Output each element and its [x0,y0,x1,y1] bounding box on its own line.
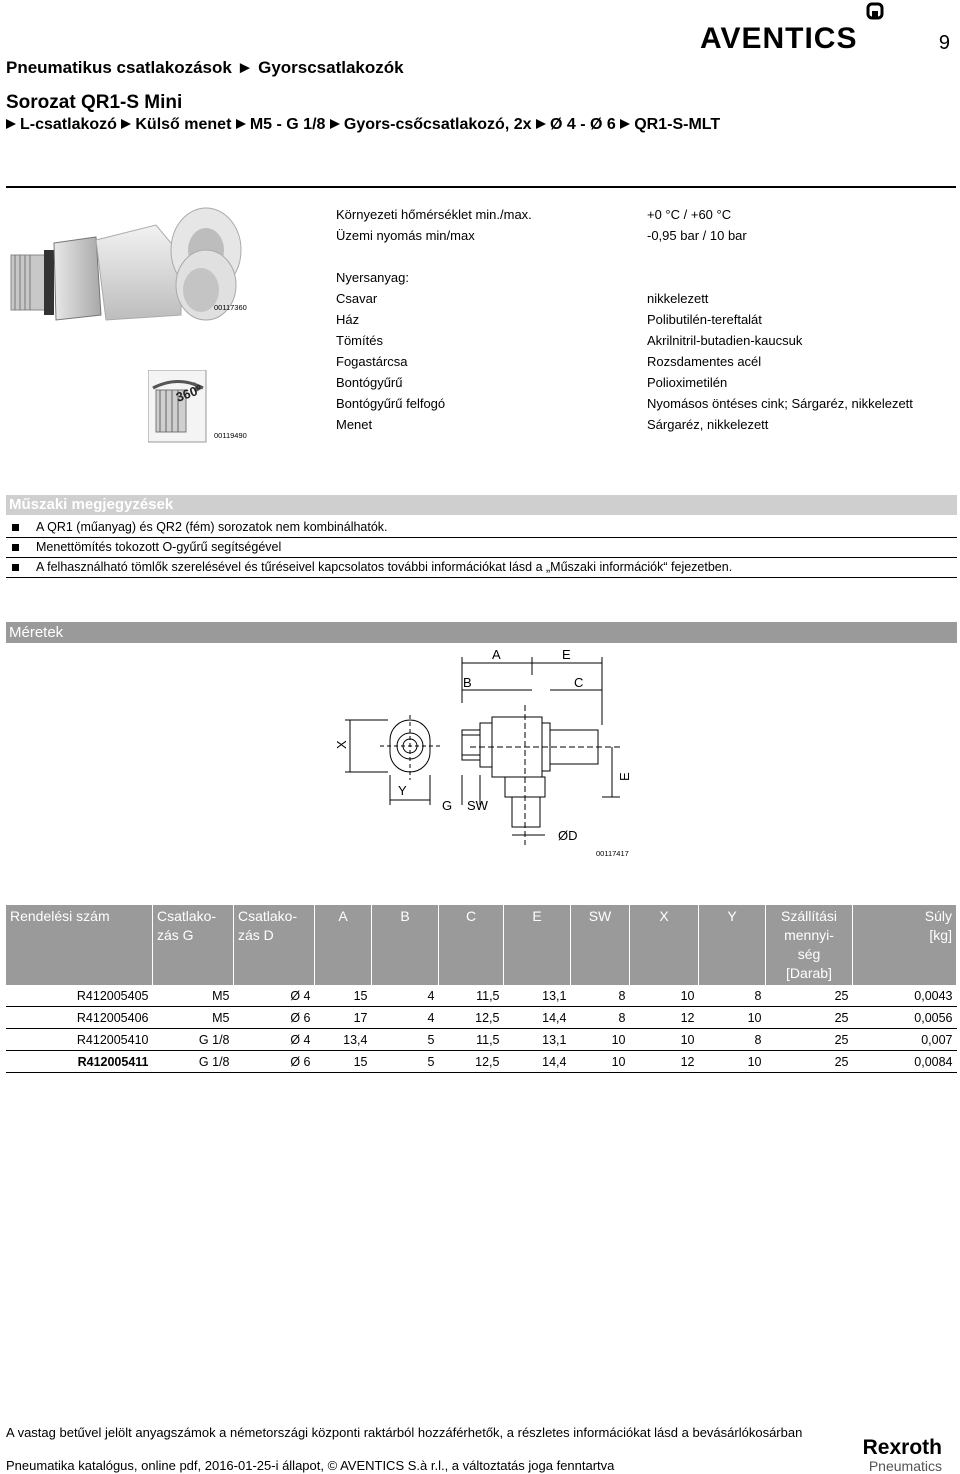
table-cell: M5 [153,985,234,1007]
col-header: Y [699,905,766,985]
spec-label: Környezeti hőmérséklet min./max. [336,207,532,222]
table-cell: 15 [315,1051,372,1073]
col-header: Rendelési szám [6,905,153,985]
table-cell: Ø 4 [234,1029,315,1051]
spec-label: Bontógyűrű felfogó [336,396,446,411]
rotation-photo [148,370,258,450]
table-row [6,985,957,1007]
footer-catalog: Pneumatika katalógus, online pdf, 2016-01-25-i állapot, © AVENTICS S.à r.l., a változtatás joga fenntartva [6,1458,615,1473]
table-cell: Ø 6 [234,1051,315,1073]
spec-label: Bontógyűrű [336,375,403,390]
spec-row [336,393,956,414]
table-cell: 25 [766,1029,853,1051]
bullet-icon [12,524,19,531]
spec-label: Ház [336,312,360,327]
dim-label-c: C [574,675,584,690]
arrow-right-icon [620,119,630,129]
spec-row [336,225,956,246]
table-cell: 10 [630,985,699,1007]
table-cell: 12,5 [439,1007,504,1029]
table-cell: 10 [571,1051,630,1073]
note-text: A QR1 (műanyag) és QR2 (fém) sorozatok nem kombinálhatók. [36,520,388,534]
arrow-right-icon [121,119,131,129]
col-header: E [504,905,571,985]
order-number: R412005405 [6,985,153,1007]
table-cell: 0,0056 [853,1007,957,1029]
spec-row [336,204,956,225]
spec-value: Sárgaréz, nikkelezett [647,417,769,432]
table-cell: 8 [571,1007,630,1029]
col-header: SW [571,905,630,985]
col-header: C [439,905,504,985]
table-cell: 25 [766,1051,853,1073]
path-item: Gyors-csőcsatlakozó, 2x [343,116,532,133]
arrow-right-icon [6,119,16,129]
spec-row [336,372,956,393]
dim-label-e: E [562,647,571,662]
note-text: Menettömítés tokozott O-gyűrű segítségével [36,540,282,554]
photo-code: 00117360 [214,303,247,312]
dim-label-x: X [334,740,349,749]
col-header: A [315,905,372,985]
spec-value: -0,95 bar / 10 bar [647,228,747,243]
product-path [6,116,720,134]
spec-row [336,414,956,435]
spec-row [336,330,956,351]
path-item: QR1-S-MLT [634,116,721,133]
table-row [6,1007,957,1029]
note-item [6,558,957,578]
note-text: A felhasználható tömlők szerelésével és tűréseivel kapcsolatos további információkat lásd a „Műszaki információk“ fejezetben. [36,560,733,574]
pneumatics-label: Pneumatics [868,1458,942,1474]
dim-label-d: ØD [558,828,578,843]
dim-label-b: B [463,675,472,690]
dim-label-sw: SW [467,798,488,813]
spec-label: Fogastárcsa [336,354,408,369]
page-number: 9 [938,32,950,54]
table-cell: 4 [372,1007,439,1029]
spec-value: Rozsdamentes acél [647,354,762,369]
spec-list [336,204,956,435]
table-header-row [6,905,957,985]
dimensions-title: Méretek [6,622,957,643]
table-cell: 8 [699,985,766,1007]
angle-label: 360° [173,381,205,405]
table-row [6,1051,957,1073]
table-cell: 25 [766,985,853,1007]
table-cell: 11,5 [439,1029,504,1051]
bullet-icon [12,564,19,571]
path-item: L-csatlakozó [20,116,117,133]
col-header: Csatlako- zás G [153,905,234,985]
table-cell: 4 [372,985,439,1007]
path-item: Ø 4 - Ø 6 [549,116,616,133]
table-cell: 8 [571,985,630,1007]
note-item [6,518,957,538]
spec-value: nikkelezett [647,291,709,306]
note-item [6,538,957,558]
spec-value: Nyomásos öntéses cink; Sárgaréz, nikkelezett [647,396,913,411]
table-cell: G 1/8 [153,1029,234,1051]
path-item: Külső menet [135,116,232,133]
table-cell: 14,4 [504,1007,571,1029]
table-cell: 12 [630,1007,699,1029]
spec-value: Akrilnitril-butadien-kaucsuk [647,333,803,348]
spec-label: Tömítés [336,333,383,348]
notes-title: Műszaki megjegyzések [6,495,957,515]
table-cell: 25 [766,1007,853,1029]
table-cell: 13,1 [504,1029,571,1051]
table-cell: Ø 4 [234,985,315,1007]
header-divider [6,186,956,188]
table-cell: 13,4 [315,1029,372,1051]
spec-row [336,288,956,309]
table-row [6,1029,957,1051]
table-cell: 10 [699,1051,766,1073]
order-number: R412005411 [6,1051,153,1073]
brand-logo [700,2,890,55]
table-cell: 10 [571,1029,630,1051]
bullet-icon [12,544,19,551]
col-header: Csatlako- zás D [234,905,315,985]
product-photo [6,195,256,370]
table-cell: G 1/8 [153,1051,234,1073]
arrow-right-icon [330,119,340,129]
table-cell: 12,5 [439,1051,504,1073]
table-cell: 17 [315,1007,372,1029]
table-cell: 11,5 [439,985,504,1007]
dim-label-e2: E [617,772,632,781]
dim-label-y: Y [398,783,407,798]
spec-label: Menet [336,417,373,432]
table-cell: 12 [630,1051,699,1073]
table-cell: 10 [630,1029,699,1051]
table-cell: 0,007 [853,1029,957,1051]
col-header: Szállítási mennyi- ség [Darab] [766,905,853,985]
col-header: X [630,905,699,985]
photo-code: 00119490 [214,431,247,440]
path-item: M5 - G 1/8 [249,116,326,133]
materials-title: Nyersanyag: [336,270,409,285]
table-cell: Ø 6 [234,1007,315,1029]
spec-label: Csavar [336,291,378,306]
order-table [6,905,957,1073]
order-number: R412005410 [6,1029,153,1051]
dimension-drawing [320,645,640,865]
svg-text:AVENTICS: AVENTICS [700,22,858,50]
spec-value: +0 °C / +60 °C [647,207,732,222]
table-cell: 5 [372,1051,439,1073]
table-cell: 15 [315,985,372,1007]
col-header: Súly [kg] [853,905,957,985]
table-cell: 13,1 [504,985,571,1007]
order-number: R412005406 [6,1007,153,1029]
spec-value: Polioximetilén [647,375,728,390]
dim-label-g: G [442,798,453,813]
table-cell: 10 [699,1007,766,1029]
table-cell: 5 [372,1029,439,1051]
table-cell: 0,0043 [853,985,957,1007]
arrow-right-icon [536,119,546,129]
drawing-code: 00117417 [596,849,629,858]
notes-list [6,518,957,578]
spec-label: Üzemi nyomás min/max [336,228,475,243]
rexroth-logo: Rexroth [862,1436,942,1459]
spec-row [336,309,956,330]
table-cell: 14,4 [504,1051,571,1073]
table-cell: 8 [699,1029,766,1051]
table-cell: 0,0084 [853,1051,957,1073]
arrow-right-icon [236,119,246,129]
col-header: B [372,905,439,985]
table-cell: M5 [153,1007,234,1029]
spec-row [336,351,956,372]
dim-label-a: A [492,647,501,662]
series-title: Sorozat QR1-S Mini [6,92,183,113]
category-title: Pneumatikus csatlakozások ► Gyorscsatlakozók [6,58,404,77]
footer-note: A vastag betűvel jelölt anyagszámok a németországi központi raktárból hozzáférhetők, a részletes információkat lásd a bevásárlókosárban [6,1425,803,1440]
spec-value: Polibutilén-tereftalát [647,312,762,327]
